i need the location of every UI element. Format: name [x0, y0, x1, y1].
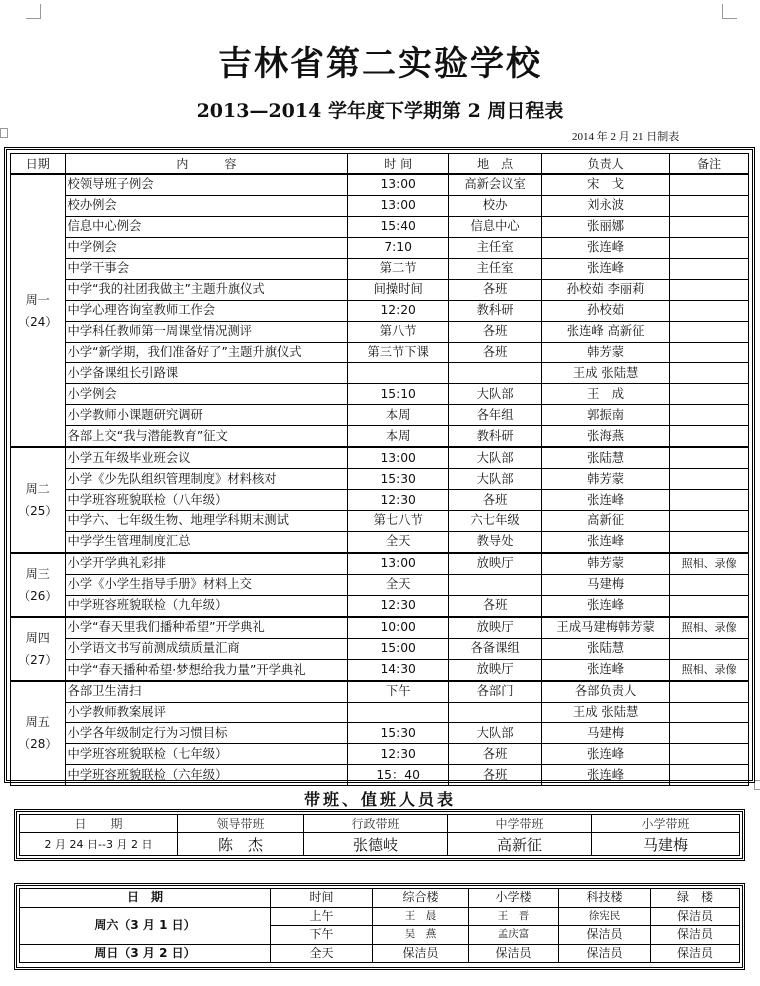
activity-person: 张连峰 [542, 531, 670, 552]
activity-time: 本周 [348, 405, 449, 426]
header-note: 备注 [670, 154, 749, 175]
activity-note [670, 258, 749, 279]
schedule-row [11, 195, 749, 216]
activity-note [670, 174, 749, 195]
activity-place: 大队部 [449, 447, 542, 468]
activity-person: 张陆慧 [542, 638, 670, 659]
day-label: 周四 [25, 630, 50, 645]
activity-time: 13:00 [348, 174, 449, 195]
activity-note [670, 702, 749, 723]
schedule-row [11, 237, 749, 258]
schedule-row [11, 744, 749, 765]
activity-note [670, 638, 749, 659]
activity-place: 教科研 [449, 426, 542, 447]
activity-time [348, 363, 449, 384]
building-header-date: 日 期 [20, 889, 271, 908]
activity-person: 各部负责人 [542, 681, 670, 702]
activity-content: 小学备课组长引路课 [65, 363, 348, 384]
day-cell [11, 174, 66, 447]
building-tech: 徐宪民 [559, 907, 651, 926]
header-date: 日期 [11, 154, 66, 175]
header-place: 地 点 [449, 154, 542, 175]
schedule-row [11, 595, 749, 616]
schedule-row [11, 511, 749, 532]
activity-content: 小学“新学期，我们准备好了”主题升旗仪式 [65, 342, 348, 363]
activity-time: 第三节下课 [348, 342, 449, 363]
activity-note [670, 426, 749, 447]
schedule-row [11, 638, 749, 659]
activity-person: 宋 戈 [542, 174, 670, 195]
activity-content: 中学班容班貌联检（七年级） [65, 744, 348, 765]
activity-person: 张连峰 [542, 258, 670, 279]
activity-content: 小学“春天里我们播种希望”开学典礼 [65, 617, 348, 638]
day-number: （25） [18, 504, 58, 519]
schedule-row [11, 405, 749, 426]
activity-time: 12:20 [348, 300, 449, 321]
activity-content: 各部上交“我与潜能教育”征文 [65, 426, 348, 447]
activity-place: 各班 [449, 342, 542, 363]
crop-mark-top-left [26, 4, 41, 19]
saturday-label: 周六（3 月 1 日） [20, 907, 271, 944]
building-green: 保洁员 [651, 944, 740, 963]
activity-note [670, 237, 749, 258]
activity-time: 13:00 [348, 195, 449, 216]
day-label: 周五 [25, 715, 50, 730]
activity-place: 六七年级 [449, 511, 542, 532]
building-row [20, 907, 740, 926]
building-complex: 王 晨 [373, 907, 469, 926]
duty-primary: 马建梅 [592, 833, 740, 856]
day-cell [11, 553, 66, 617]
activity-note [670, 595, 749, 616]
activity-place: 各部门 [449, 681, 542, 702]
building-header-primary: 小学楼 [469, 889, 559, 908]
activity-time: 12:30 [348, 490, 449, 511]
duty-table [19, 814, 740, 856]
activity-place: 各年组 [449, 405, 542, 426]
schedule-row [11, 279, 749, 300]
activity-note [670, 405, 749, 426]
schedule-row [11, 702, 749, 723]
activity-content: 各部卫生清扫 [65, 681, 348, 702]
schedule-row [11, 765, 749, 786]
building-header-row [20, 889, 740, 908]
activity-content: 小学教师教案展评 [65, 702, 348, 723]
schedule-row [11, 342, 749, 363]
activity-note [670, 363, 749, 384]
activity-content: 中学“我的社团我做主”主题升旗仪式 [65, 279, 348, 300]
activity-place: 各班 [449, 490, 542, 511]
activity-person: 张连峰 [542, 595, 670, 616]
activity-content: 中学六、七年级生物、地理学科期末测试 [65, 511, 348, 532]
schedule-row [11, 321, 749, 342]
activity-note [670, 723, 749, 744]
schedule-row [11, 426, 749, 447]
activity-time: 12:30 [348, 744, 449, 765]
day-cell [11, 681, 66, 786]
activity-place: 教导处 [449, 531, 542, 552]
activity-note [670, 321, 749, 342]
day-number: （28） [18, 737, 58, 752]
duty-header-admin: 行政带班 [304, 815, 448, 833]
building-complex: 吴 燕 [373, 926, 469, 945]
schedule-row [11, 363, 749, 384]
activity-place: 大队部 [449, 384, 542, 405]
activity-content: 小学五年级毕业班会议 [65, 447, 348, 468]
building-primary: 王 晋 [469, 907, 559, 926]
activity-place: 放映厅 [449, 553, 542, 574]
activity-person: 韩芳蒙 [542, 342, 670, 363]
activity-content: 中学例会 [65, 237, 348, 258]
duty-admin: 张德岐 [304, 833, 448, 856]
activity-place: 各班 [449, 595, 542, 616]
activity-content: 中学班容班貌联检（九年级） [65, 595, 348, 616]
activity-place: 各班 [449, 279, 542, 300]
schedule-row [11, 216, 749, 237]
activity-person: 张连峰 [542, 744, 670, 765]
activity-note: 照相、录像 [670, 553, 749, 574]
schedule-row [11, 617, 749, 638]
duty-header-leader: 领导带班 [178, 815, 304, 833]
activity-place [449, 574, 542, 595]
building-complex: 保洁员 [373, 944, 469, 963]
activity-time: 第七八节 [348, 511, 449, 532]
duty-date: 2 月 24 日--3 月 2 日 [20, 833, 178, 856]
activity-note [670, 681, 749, 702]
activity-place: 放映厅 [449, 617, 542, 638]
schedule-row [11, 447, 749, 468]
building-frame [14, 883, 745, 970]
header-content: 内 容 [65, 154, 348, 175]
duty-title: 带班、值班人员表 [303, 790, 456, 809]
schedule-row [11, 384, 749, 405]
activity-note [670, 744, 749, 765]
duty-header-date: 日 期 [20, 815, 178, 833]
activity-time: 15:30 [348, 469, 449, 490]
activity-person: 韩芳蒙 [542, 553, 670, 574]
activity-content: 中学班容班貌联检（六年级） [65, 765, 348, 786]
activity-person: 张连峰 [542, 765, 670, 786]
header-time: 时 间 [348, 154, 449, 175]
activity-person: 郭振南 [542, 405, 670, 426]
activity-person: 张陆慧 [542, 447, 670, 468]
activity-person: 张连峰 [542, 490, 670, 511]
activity-time: 第二节 [348, 258, 449, 279]
activity-time: 全天 [348, 531, 449, 552]
duty-leader: 陈 杰 [178, 833, 304, 856]
schedule-row [11, 553, 749, 574]
activity-content: 中学班容班貌联检（八年级） [65, 490, 348, 511]
activity-note [670, 384, 749, 405]
activity-note [670, 531, 749, 552]
activity-content: 小学各年级制定行为习惯目标 [65, 723, 348, 744]
day-cell [11, 447, 66, 553]
activity-place: 各班 [449, 321, 542, 342]
activity-note [670, 300, 749, 321]
activity-note [670, 279, 749, 300]
activity-place: 各备课组 [449, 638, 542, 659]
activity-content: 小学《少先队组织管理制度》材料核对 [65, 469, 348, 490]
activity-place [449, 702, 542, 723]
activity-time: 15:40 [348, 216, 449, 237]
activity-time: 7:10 [348, 237, 449, 258]
activity-person: 马建梅 [542, 574, 670, 595]
activity-time: 全天 [348, 574, 449, 595]
building-primary: 孟庆富 [469, 926, 559, 945]
schedule-row [11, 659, 749, 681]
schedule-row [11, 574, 749, 595]
made-date: 2014 年 2 月 21 日制表 [572, 131, 680, 143]
activity-place: 各班 [449, 765, 542, 786]
day-label: 周三 [25, 566, 50, 581]
activity-note: 照相、录像 [670, 617, 749, 638]
building-green: 保洁员 [651, 907, 740, 926]
activity-place: 大队部 [449, 723, 542, 744]
activity-place: 各班 [449, 744, 542, 765]
building-green: 保洁员 [651, 926, 740, 945]
activity-content: 中学干事会 [65, 258, 348, 279]
schedule-row [11, 258, 749, 279]
activity-person: 王成 张陆慧 [542, 363, 670, 384]
activity-content: 小学语文书写前测成绩质量汇商 [65, 638, 348, 659]
activity-note [670, 511, 749, 532]
building-time: 全天 [271, 944, 373, 963]
activity-place: 主任室 [449, 237, 542, 258]
activity-place: 教科研 [449, 300, 542, 321]
activity-time: 10:00 [348, 617, 449, 638]
activity-content: 小学例会 [65, 384, 348, 405]
duty-row [20, 833, 740, 856]
activity-content: 信息中心例会 [65, 216, 348, 237]
activity-person: 王成 张陆慧 [542, 702, 670, 723]
activity-place: 信息中心 [449, 216, 542, 237]
activity-time [348, 702, 449, 723]
schedule-row [11, 681, 749, 702]
schedule-row [11, 531, 749, 552]
activity-note [670, 469, 749, 490]
building-header-time: 时间 [271, 889, 373, 908]
activity-person: 王 成 [542, 384, 670, 405]
building-primary: 保洁员 [469, 944, 559, 963]
activity-person: 刘永波 [542, 195, 670, 216]
building-time: 上午 [271, 907, 373, 926]
activity-place: 高新会议室 [449, 174, 542, 195]
activity-content: 校领导班子例会 [65, 174, 348, 195]
activity-time: 13:00 [348, 447, 449, 468]
activity-person: 张连峰 高新征 [542, 321, 670, 342]
activity-note [670, 342, 749, 363]
duty-frame [14, 809, 745, 861]
activity-note [670, 447, 749, 468]
activity-note [670, 490, 749, 511]
building-header-green: 绿 楼 [651, 889, 740, 908]
activity-time: 15：40 [348, 765, 449, 786]
activity-note [670, 765, 749, 786]
activity-time: 第八节 [348, 321, 449, 342]
day-label: 周一 [25, 292, 50, 307]
activity-note [670, 195, 749, 216]
sunday-label: 周日（3 月 2 日） [20, 944, 271, 963]
school-title: 吉林省第二实验学校 [218, 44, 542, 84]
activity-person: 孙校茹 [542, 300, 670, 321]
building-header-tech: 科技楼 [559, 889, 651, 908]
activity-place: 校办 [449, 195, 542, 216]
activity-person: 张连峰 [542, 237, 670, 258]
duty-header-primary: 小学带班 [592, 815, 740, 833]
activity-content: 校办例会 [65, 195, 348, 216]
building-row [20, 944, 740, 963]
activity-time: 13:00 [348, 553, 449, 574]
activity-time: 12:30 [348, 595, 449, 616]
building-header-complex: 综合楼 [373, 889, 469, 908]
schedule-row [11, 723, 749, 744]
schedule-body [11, 174, 749, 786]
activity-note [670, 216, 749, 237]
duty-header-middle: 中学带班 [448, 815, 592, 833]
activity-place [449, 363, 542, 384]
activity-person: 高新征 [542, 511, 670, 532]
schedule-row [11, 469, 749, 490]
activity-place: 主任室 [449, 258, 542, 279]
schedule-subtitle: 2013—2014 学年度下学期第 2 周日程表 [196, 100, 564, 122]
activity-content: 中学心理咨询室教师工作会 [65, 300, 348, 321]
day-number: （26） [18, 588, 58, 603]
activity-note [670, 574, 749, 595]
activity-person: 孙校茹 李丽莉 [542, 279, 670, 300]
schedule-row [11, 174, 749, 195]
activity-time: 14:30 [348, 659, 449, 681]
activity-content: 小学开学典礼彩排 [65, 553, 348, 574]
schedule-row [11, 490, 749, 511]
day-label: 周二 [25, 482, 50, 497]
activity-content: 中学“春天播种希望·梦想给我力量”开学典礼 [65, 659, 348, 681]
activity-content: 小学教师小课题研究调研 [65, 405, 348, 426]
schedule-header-row [11, 154, 749, 175]
activity-person: 王成马建梅韩芳蒙 [542, 617, 670, 638]
header-person: 负责人 [542, 154, 670, 175]
day-cell [11, 617, 66, 681]
activity-content: 中学学生管理制度汇总 [65, 531, 348, 552]
activity-content: 小学《小学生指导手册》材料上交 [65, 574, 348, 595]
day-number: （24） [18, 314, 58, 329]
duty-header-row [20, 815, 740, 833]
building-time: 下午 [271, 926, 373, 945]
activity-content: 中学科任教师第一周课堂情况测评 [65, 321, 348, 342]
day-number: （27） [18, 652, 58, 667]
building-tech: 保洁员 [559, 944, 651, 963]
activity-person: 张丽娜 [542, 216, 670, 237]
activity-person: 张海燕 [542, 426, 670, 447]
activity-time: 本周 [348, 426, 449, 447]
activity-person: 马建梅 [542, 723, 670, 744]
activity-time: 下午 [348, 681, 449, 702]
building-duty-table [19, 888, 740, 963]
schedule-row [11, 300, 749, 321]
duty-middle: 高新征 [448, 833, 592, 856]
activity-time: 15:30 [348, 723, 449, 744]
activity-person: 张连峰 [542, 659, 670, 681]
activity-place: 大队部 [449, 469, 542, 490]
activity-time: 间操时间 [348, 279, 449, 300]
crop-mark-top-right [722, 4, 737, 19]
weekly-schedule-table [10, 153, 749, 786]
activity-time: 15:00 [348, 638, 449, 659]
activity-place: 放映厅 [449, 659, 542, 681]
anchor-mark-left [0, 128, 8, 138]
activity-note: 照相、录像 [670, 659, 749, 681]
schedule-frame [4, 147, 755, 783]
building-tech: 保洁员 [559, 926, 651, 945]
activity-time: 15:10 [348, 384, 449, 405]
activity-person: 韩芳蒙 [542, 469, 670, 490]
